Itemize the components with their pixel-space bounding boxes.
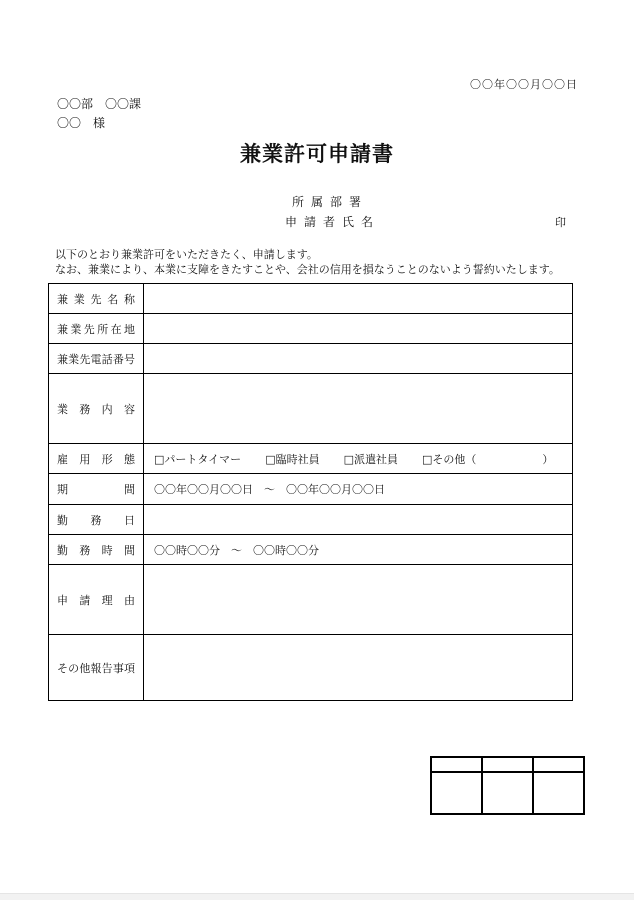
checkbox-option-dispatch: □派遣社員	[343, 452, 398, 466]
row-label: 申請理由	[57, 593, 135, 607]
row-label: 兼業先電話番号	[57, 352, 135, 366]
row-label: 兼業先名称	[57, 292, 135, 306]
checkbox-option-part-timer: □パートタイマー	[154, 452, 242, 466]
row-label-cell	[49, 505, 144, 535]
stamp-cell	[482, 772, 533, 814]
table-row-company-phone	[49, 344, 573, 374]
recipient-department: 〇〇部 〇〇課	[57, 97, 142, 111]
row-label-cell	[49, 474, 144, 505]
application-table	[48, 283, 573, 701]
row-value-cell	[144, 314, 573, 344]
row-label: 勤務時間	[57, 543, 135, 557]
row-label-cell	[49, 535, 144, 565]
table-row-company-address	[49, 314, 573, 344]
row-value-cell	[144, 505, 573, 535]
row-label-cell	[49, 374, 144, 444]
table-row-employment-type	[49, 444, 573, 474]
row-label-cell	[49, 284, 144, 314]
row-value-cell: 〇〇年〇〇月〇〇日 ～ 〇〇年〇〇月〇〇日	[144, 474, 573, 505]
applicant-department-label: 所属部署	[292, 195, 369, 209]
table-row-company-name	[49, 284, 573, 314]
row-label: 兼業先所在地	[57, 322, 135, 336]
stamp-header-row	[431, 757, 584, 772]
table-row-work-days	[49, 505, 573, 535]
row-value-cell	[144, 444, 573, 474]
row-value-cell	[144, 565, 573, 635]
table-row-business-description	[49, 374, 573, 444]
row-label: 業務内容	[57, 402, 135, 416]
row-label-cell	[49, 314, 144, 344]
document-date: 〇〇年〇〇月〇〇日	[470, 78, 578, 91]
table-row-period	[49, 474, 573, 505]
stamp-header-cell	[482, 757, 533, 772]
row-label: 期間	[57, 483, 135, 496]
page-title: 兼業許可申請書	[240, 142, 394, 166]
checkbox-option-temporary: □臨時社員	[265, 452, 320, 466]
row-value-cell	[144, 635, 573, 701]
row-label-cell	[49, 635, 144, 701]
approval-stamp-table	[430, 756, 585, 815]
stamp-header-cell	[431, 757, 482, 772]
stamp-cell	[533, 772, 584, 814]
applicant-name-label: 申請者氏名	[285, 215, 381, 229]
seal-mark: 印	[555, 216, 566, 229]
stamp-body-row	[431, 772, 584, 814]
row-label: 雇用形態	[57, 452, 135, 466]
table-row-work-hours	[49, 535, 573, 565]
table-row-application-reason	[49, 565, 573, 635]
intro-line-1: 以下のとおり兼業許可をいただきたく、申請します。	[55, 248, 318, 261]
row-label-cell	[49, 565, 144, 635]
stamp-header-cell	[533, 757, 584, 772]
row-value-cell	[144, 284, 573, 314]
row-value-cell	[144, 374, 573, 444]
recipient-name: 〇〇 様	[57, 116, 106, 130]
row-label-cell	[49, 344, 144, 374]
intro-line-2: なお、兼業により、本業に支障をきたすことや、会社の信用を損なうことのないよう誓約いたします。	[55, 263, 560, 276]
page-bottom-edge	[0, 893, 634, 900]
row-label: 勤務日	[57, 513, 135, 527]
stamp-cell	[431, 772, 482, 814]
table-row-other-notes	[49, 635, 573, 701]
row-label: その他報告事項	[57, 661, 135, 675]
intro-text	[55, 247, 595, 277]
row-label-cell	[49, 444, 144, 474]
row-value-cell	[144, 344, 573, 374]
row-value-cell: 〇〇時〇〇分 ～ 〇〇時〇〇分	[144, 535, 573, 565]
checkbox-option-other: □その他（ ）	[422, 452, 554, 466]
